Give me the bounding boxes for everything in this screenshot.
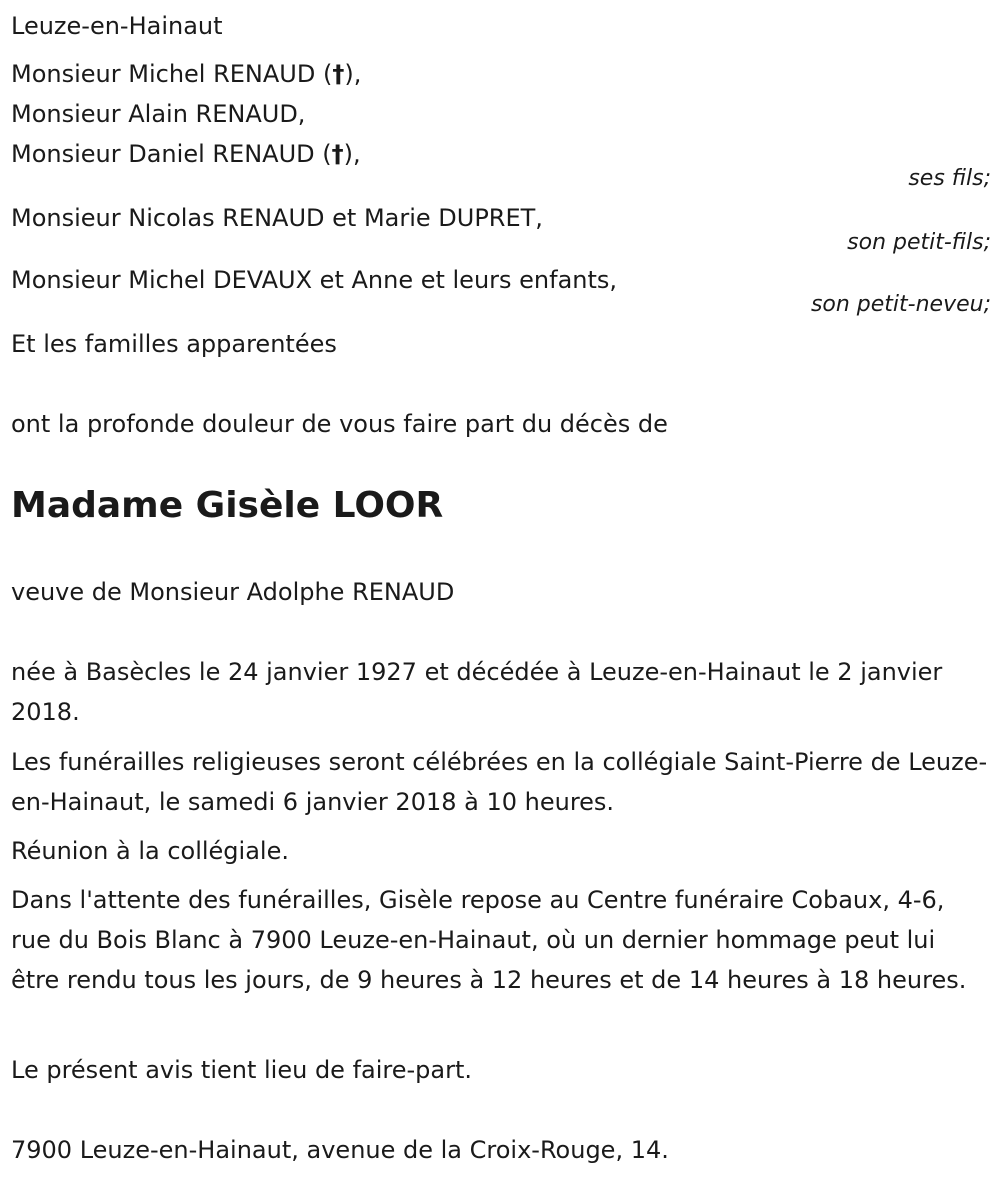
viewing-details: Dans l'attente des funérailles, Gisèle repose au Centre funéraire Cobaux, 4-6, rue du Bois Blanc à 7900 Leuze-en-Hainaut, où un dernier hommage peut lui être rendu tous les jours, de 9 heures à 12 heures et de 14 heures à 18 heures. (11, 886, 967, 994)
son-3-suffix: ), (343, 140, 361, 168)
widow-of: veuve de Monsieur Adolphe RENAUD (11, 578, 455, 606)
grandnephew-role-label: son petit-neveu; (810, 292, 991, 317)
cross-icon: † (331, 140, 344, 168)
meeting-place: Réunion à la collégiale. (11, 837, 289, 865)
grandson-role-label: son petit-fils; (847, 230, 991, 255)
relatives: Et les familles apparentées (11, 330, 337, 358)
announcement-intro: ont la profonde douleur de vous faire part du décès de (11, 410, 668, 438)
family-address: 7900 Leuze-en-Hainaut, avenue de la Croix-Rouge, 14. (11, 1136, 669, 1164)
son-1 (11, 54, 991, 94)
notice-statement: Le présent avis tient lieu de faire-part. (11, 1056, 473, 1084)
grandson: Monsieur Nicolas RENAUD et Marie DUPRET, (11, 204, 543, 232)
grandnephew: Monsieur Michel DEVAUX et Anne et leurs enfants, (11, 266, 618, 294)
son-2: Monsieur Alain RENAUD, (11, 100, 306, 128)
cross-icon: † (332, 60, 345, 88)
son-3-name: Monsieur Daniel RENAUD ( (11, 140, 332, 168)
birth-death-dates: née à Basècles le 24 janvier 1927 et décédée à Leuze-en-Hainaut le 2 janvier 2018. (11, 658, 943, 726)
son-1-name: Monsieur Michel RENAUD ( (11, 60, 333, 88)
deceased-name: Madame Gisèle LOOR (11, 485, 444, 526)
sons-role-label: ses fils; (908, 166, 991, 191)
city-heading: Leuze-en-Hainaut (11, 12, 223, 40)
son-1-suffix: ), (344, 60, 362, 88)
funeral-details: Les funérailles religieuses seront célébrées en la collégiale Saint-Pierre de Leuze-en-Hainaut, le samedi 6 janvier 2018 à 10 heures. (11, 748, 988, 816)
